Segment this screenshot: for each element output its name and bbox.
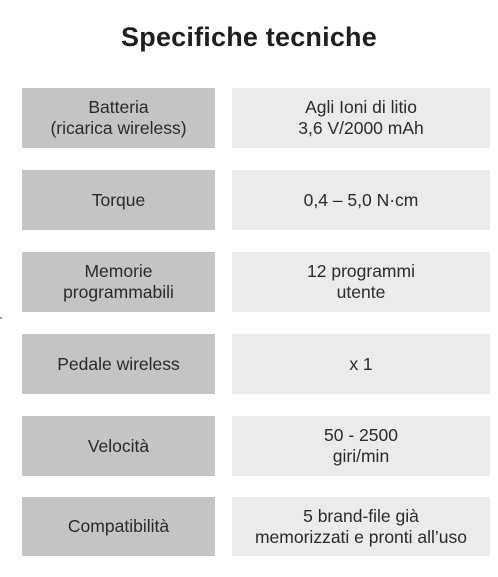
spec-label: Compatibilità	[22, 497, 215, 556]
edge-artifact	[0, 317, 2, 319]
spec-row-battery	[22, 88, 490, 148]
spec-value: Agli Ioni di litio 3,6 V/2000 mAh	[232, 88, 490, 148]
spec-value: 5 brand-file già memorizzati e pronti all’uso	[232, 497, 490, 556]
page-title: Specifiche tecniche	[121, 22, 377, 52]
spec-row-memories	[22, 252, 490, 312]
spec-value: x 1	[232, 334, 490, 394]
spec-row-speed	[22, 416, 490, 476]
spec-label: Pedale wireless	[22, 334, 215, 394]
spec-label: Torque	[22, 170, 215, 230]
spec-label: Velocità	[22, 416, 215, 476]
spec-label: Batteria (ricarica wireless)	[22, 88, 215, 148]
spec-value: 0,4 – 5,0 N·cm	[232, 170, 490, 230]
spec-row-torque	[22, 170, 490, 230]
spec-label: Memorie programmabili	[22, 252, 215, 312]
spec-row-wireless-pedal	[22, 334, 490, 394]
spec-value: 12 programmi utente	[232, 252, 490, 312]
spec-value: 50 - 2500 giri/min	[232, 416, 490, 476]
spec-row-compatibility	[22, 497, 490, 556]
